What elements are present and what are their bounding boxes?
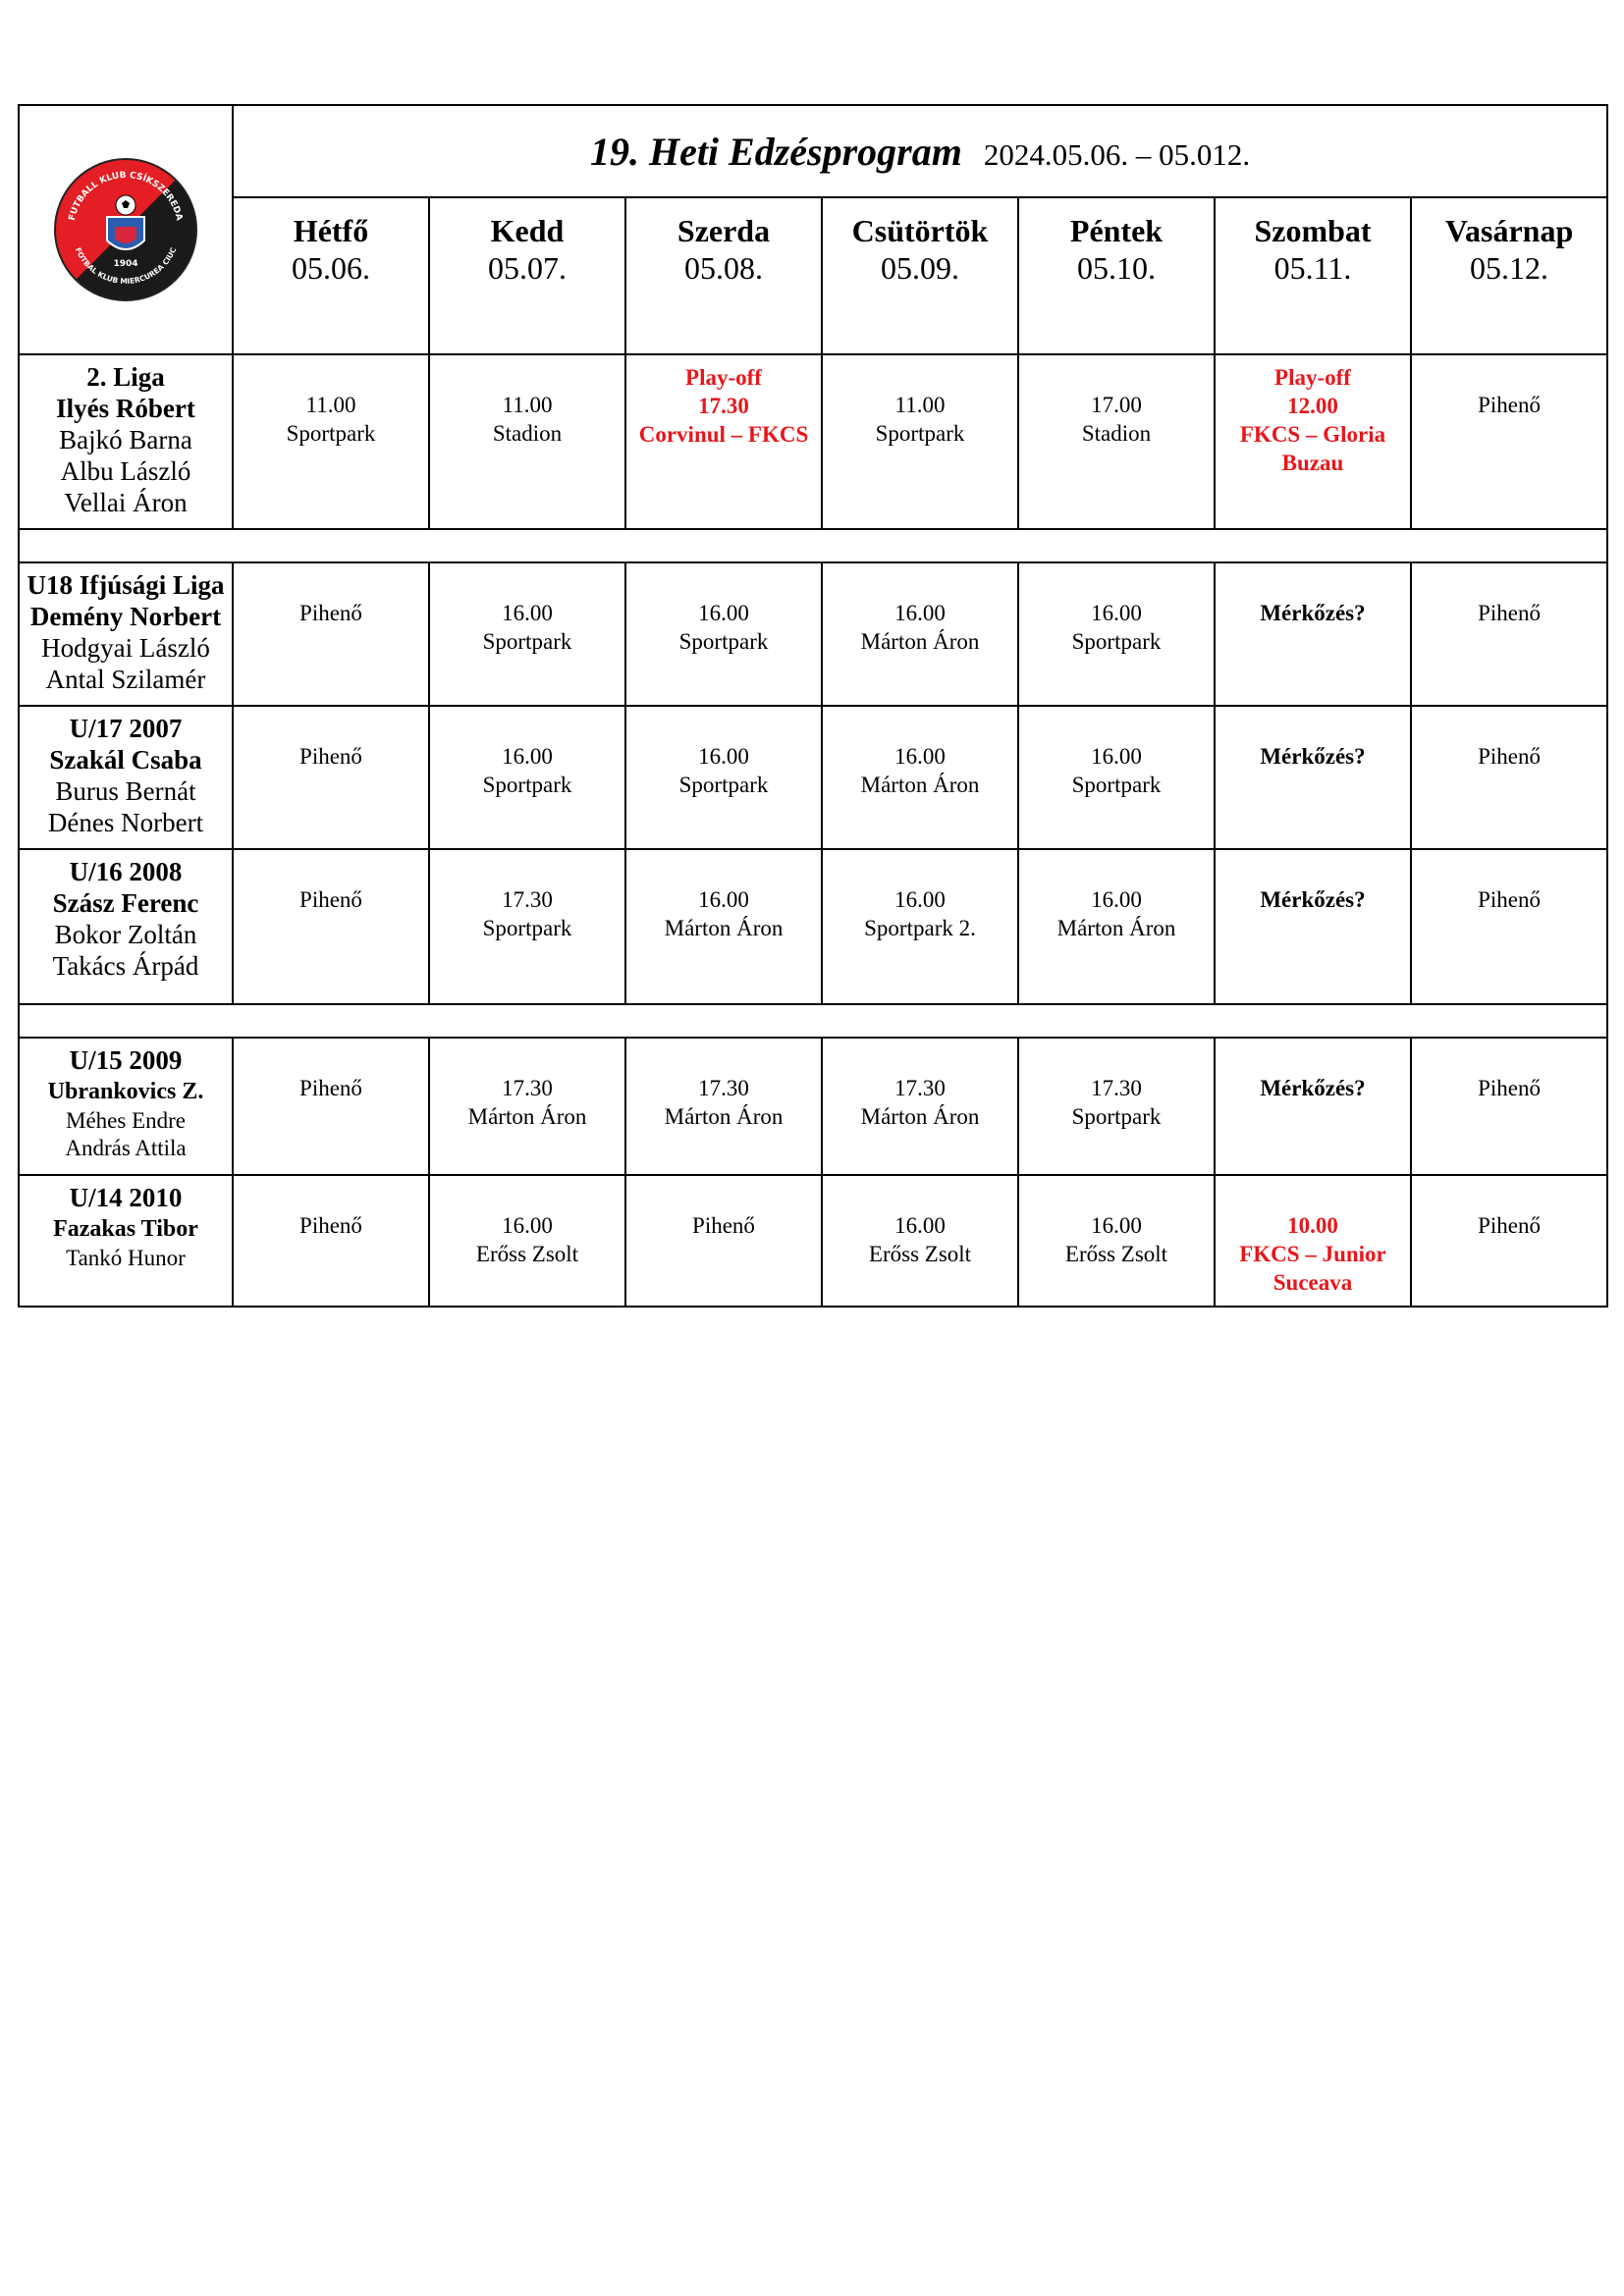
schedule-line: 16.00 <box>894 1213 946 1238</box>
team-coach: Ubrankovics Z. <box>47 1079 204 1104</box>
schedule-line: Márton Áron <box>860 629 980 654</box>
schedule-line: 12.00 <box>1287 394 1338 418</box>
schedule-line: 17.30 <box>698 394 749 418</box>
schedule-line: Stadion <box>1081 421 1152 446</box>
schedule-line: Sportpark <box>678 629 769 654</box>
schedule-line: 11.00 <box>894 393 946 417</box>
day-header-4 <box>822 197 1018 354</box>
days-row <box>19 197 1607 354</box>
schedule-line: 16.00 <box>502 601 553 625</box>
schedule-line: Pihenő <box>1478 393 1541 417</box>
team-name: U/15 2009 <box>69 1045 183 1075</box>
schedule-line: Márton Áron <box>664 916 784 940</box>
schedule-line: 17.30 <box>1091 1076 1142 1100</box>
schedule-line: Pihenő <box>1478 744 1541 769</box>
schedule-line: Stadion <box>492 421 563 446</box>
schedule-cell <box>1411 1175 1607 1307</box>
title-row <box>19 105 1607 197</box>
schedule-cell <box>625 1038 822 1175</box>
team-row <box>19 1038 1607 1175</box>
schedule-cell <box>1215 354 1411 529</box>
team-coach: Fazakas Tibor <box>53 1216 198 1242</box>
team-staff: András Attila <box>65 1136 187 1160</box>
schedule-cell <box>1018 1175 1215 1307</box>
schedule-cell <box>233 1175 429 1307</box>
team-name: U/14 2010 <box>69 1183 183 1212</box>
team-staff: Bajkó Barna <box>59 425 192 454</box>
schedule-cell <box>822 562 1018 706</box>
schedule-cell <box>233 849 429 1004</box>
schedule-line: Pihenő <box>1478 887 1541 912</box>
team-name: U/16 2008 <box>69 857 183 886</box>
schedule-line: 16.00 <box>1091 744 1142 769</box>
team-row <box>19 1175 1607 1307</box>
day-date: 05.07. <box>488 250 567 286</box>
day-date: 05.11. <box>1273 250 1352 286</box>
schedule-line: Pihenő <box>299 744 362 769</box>
schedule-line: 17.30 <box>502 887 553 912</box>
team-coach: Szakál Csaba <box>49 745 202 774</box>
spacer-row <box>19 529 1607 562</box>
schedule-line: Pihenő <box>299 1076 362 1100</box>
schedule-line: Pihenő <box>692 1213 755 1238</box>
schedule-line: Márton Áron <box>1056 916 1176 940</box>
schedule-cell <box>1215 706 1411 849</box>
schedule-line: Mérkőzés? <box>1260 887 1366 912</box>
schedule-cell <box>1018 354 1215 529</box>
schedule-line: Pihenő <box>1478 1213 1541 1238</box>
team-staff: Vellai Áron <box>64 488 188 517</box>
schedule-line: 11.00 <box>305 393 356 417</box>
team-info-cell <box>19 1175 233 1307</box>
team-name: U/17 2007 <box>69 714 183 743</box>
team-info-cell <box>19 562 233 706</box>
team-row <box>19 849 1607 1004</box>
schedule-line: Mérkőzés? <box>1260 744 1366 769</box>
team-info-cell <box>19 354 233 529</box>
schedule-cell <box>1215 1038 1411 1175</box>
schedule-line: Márton Áron <box>467 1104 587 1129</box>
schedule-line: Sportpark <box>286 421 376 446</box>
title-cell <box>233 105 1607 197</box>
team-info-cell <box>19 1038 233 1175</box>
schedule-line: 16.00 <box>502 1213 553 1238</box>
schedule-cell <box>625 706 822 849</box>
day-name: Vasárnap <box>1444 213 1574 248</box>
team-row <box>19 354 1607 529</box>
schedule-cell <box>429 1038 625 1175</box>
team-staff: Bokor Zoltán <box>54 920 197 949</box>
schedule-cell <box>233 1038 429 1175</box>
logo-cell <box>19 105 233 354</box>
schedule-line: Sportpark 2. <box>864 916 976 940</box>
schedule-line: Erőss Zsolt <box>475 1242 579 1266</box>
schedule-line: Erőss Zsolt <box>868 1242 972 1266</box>
team-name: U18 Ifjúsági Liga <box>27 570 225 600</box>
page-title: 19. Heti Edzésprogram <box>589 129 962 174</box>
team-coach: Ilyés Róbert <box>56 394 195 423</box>
schedule-line: 10.00 <box>1287 1213 1338 1238</box>
schedule-line: Sportpark <box>875 421 965 446</box>
schedule-line: Sportpark <box>482 773 572 797</box>
schedule-line: Márton Áron <box>860 773 980 797</box>
schedule-line: Pihenő <box>299 887 362 912</box>
schedule-cell <box>233 354 429 529</box>
schedule-line: 16.00 <box>502 744 553 769</box>
schedule-line: Márton Áron <box>860 1104 980 1129</box>
team-coach: Demény Norbert <box>29 602 222 631</box>
logo-bottom-text: FOTBAL KLUB MIERCUREA CIUC <box>73 245 179 287</box>
schedule-line: Sportpark <box>482 629 572 654</box>
schedule-cell <box>429 354 625 529</box>
day-header-3 <box>625 197 822 354</box>
team-coach: Szász Ferenc <box>52 888 199 918</box>
schedule-line: Sportpark <box>482 916 572 940</box>
day-header-6 <box>1215 197 1411 354</box>
schedule-line: FKCS – Junior <box>1239 1242 1386 1266</box>
schedule-cell <box>1215 562 1411 706</box>
schedule-line: Pihenő <box>1478 1076 1541 1100</box>
team-info-cell <box>19 706 233 849</box>
schedule-cell <box>233 562 429 706</box>
logo-year: 1904 <box>113 259 138 269</box>
schedule-line: Buzau <box>1281 451 1344 475</box>
schedule-line: 16.00 <box>698 887 749 912</box>
schedule-line: Sportpark <box>1071 773 1162 797</box>
schedule-line: 16.00 <box>894 887 946 912</box>
team-staff: Takács Árpád <box>52 951 199 981</box>
schedule-cell <box>822 1175 1018 1307</box>
schedule-line: 17.30 <box>502 1076 553 1100</box>
team-row <box>19 562 1607 706</box>
schedule-cell <box>822 849 1018 1004</box>
day-header-1 <box>233 197 429 354</box>
schedule-line: Play-off <box>685 365 762 390</box>
schedule-line: Corvinul – FKCS <box>638 422 809 447</box>
day-date: 05.08. <box>684 250 763 286</box>
day-date: 05.09. <box>881 250 959 286</box>
schedule-cell <box>429 1175 625 1307</box>
schedule-line: 16.00 <box>1091 887 1142 912</box>
schedule-cell <box>625 354 822 529</box>
team-staff: Antal Szilamér <box>45 665 206 694</box>
day-date: 05.10. <box>1077 250 1156 286</box>
team-staff: Dénes Norbert <box>47 808 204 837</box>
schedule-line: Mérkőzés? <box>1260 601 1366 625</box>
schedule-line: 16.00 <box>698 601 749 625</box>
team-staff: Tankó Hunor <box>66 1246 186 1270</box>
day-date: 05.12. <box>1470 250 1549 286</box>
day-header-7 <box>1411 197 1607 354</box>
schedule-cell <box>1018 706 1215 849</box>
schedule-cell <box>429 562 625 706</box>
week-dates: 2024.05.06. – 05.012. <box>983 136 1251 172</box>
team-row <box>19 706 1607 849</box>
day-date: 05.06. <box>292 250 370 286</box>
logo-top-text: FUTBALL KLUB CSÍKSZEREDA <box>67 170 185 222</box>
schedule-line: 16.00 <box>894 601 946 625</box>
schedule-cell <box>1018 1038 1215 1175</box>
schedule-line: Pihenő <box>299 601 362 625</box>
schedule-cell <box>1411 1038 1607 1175</box>
schedule-line: 16.00 <box>698 744 749 769</box>
schedule-line: 17.30 <box>894 1076 946 1100</box>
schedule-line: Erőss Zsolt <box>1064 1242 1168 1266</box>
schedule-cell <box>233 706 429 849</box>
day-name: Szerda <box>677 213 771 248</box>
schedule-line: 17.30 <box>698 1076 749 1100</box>
schedule-line: 16.00 <box>894 744 946 769</box>
schedule-cell <box>429 706 625 849</box>
schedule-cell <box>822 354 1018 529</box>
spacer-cell <box>19 529 1607 562</box>
schedule-line: Play-off <box>1274 365 1351 390</box>
schedule-line: Pihenő <box>1478 601 1541 625</box>
schedule-cell <box>625 1175 822 1307</box>
schedule-cell <box>1411 849 1607 1004</box>
schedule-cell <box>1018 849 1215 1004</box>
schedule-cell <box>1411 562 1607 706</box>
schedule-cell <box>429 849 625 1004</box>
schedule-line: Márton Áron <box>664 1104 784 1129</box>
schedule-line: FKCS – Gloria <box>1239 422 1386 447</box>
team-staff: Méhes Endre <box>66 1108 186 1133</box>
schedule-line: Sportpark <box>1071 629 1162 654</box>
day-header-2 <box>429 197 625 354</box>
schedule-line: 11.00 <box>502 393 553 417</box>
day-name: Péntek <box>1069 213 1164 248</box>
schedule-line: Suceava <box>1272 1270 1353 1295</box>
spacer-row <box>19 1004 1607 1038</box>
schedule-line: Sportpark <box>1071 1104 1162 1129</box>
schedule-cell <box>1018 562 1215 706</box>
schedule-line: Pihenő <box>299 1213 362 1238</box>
schedule-line: 17.00 <box>1091 393 1142 417</box>
schedule-cell <box>625 849 822 1004</box>
day-header-5 <box>1018 197 1215 354</box>
schedule-cell <box>1215 1175 1411 1307</box>
schedule-cell <box>822 706 1018 849</box>
spacer-cell <box>19 1004 1607 1038</box>
team-staff: Hodgyai László <box>41 633 210 663</box>
schedule-line: Mérkőzés? <box>1260 1076 1366 1100</box>
schedule-line: Sportpark <box>678 773 769 797</box>
schedule-cell <box>1411 706 1607 849</box>
schedule-line: 16.00 <box>1091 601 1142 625</box>
day-name: Csütörtök <box>851 213 989 248</box>
schedule-cell <box>1411 354 1607 529</box>
schedule-cell <box>822 1038 1018 1175</box>
training-schedule-table <box>18 104 1608 1308</box>
schedule-cell <box>1215 849 1411 1004</box>
day-name: Kedd <box>490 213 565 248</box>
schedule-cell <box>625 562 822 706</box>
team-staff: Albu László <box>60 456 191 486</box>
day-name: Hétfő <box>293 213 369 248</box>
team-staff: Burus Bernát <box>55 776 196 806</box>
schedule-line: 16.00 <box>1091 1213 1142 1238</box>
team-name: 2. Liga <box>86 362 165 392</box>
day-name: Szombat <box>1254 213 1372 248</box>
team-info-cell <box>19 849 233 1004</box>
club-logo-icon <box>52 156 199 303</box>
